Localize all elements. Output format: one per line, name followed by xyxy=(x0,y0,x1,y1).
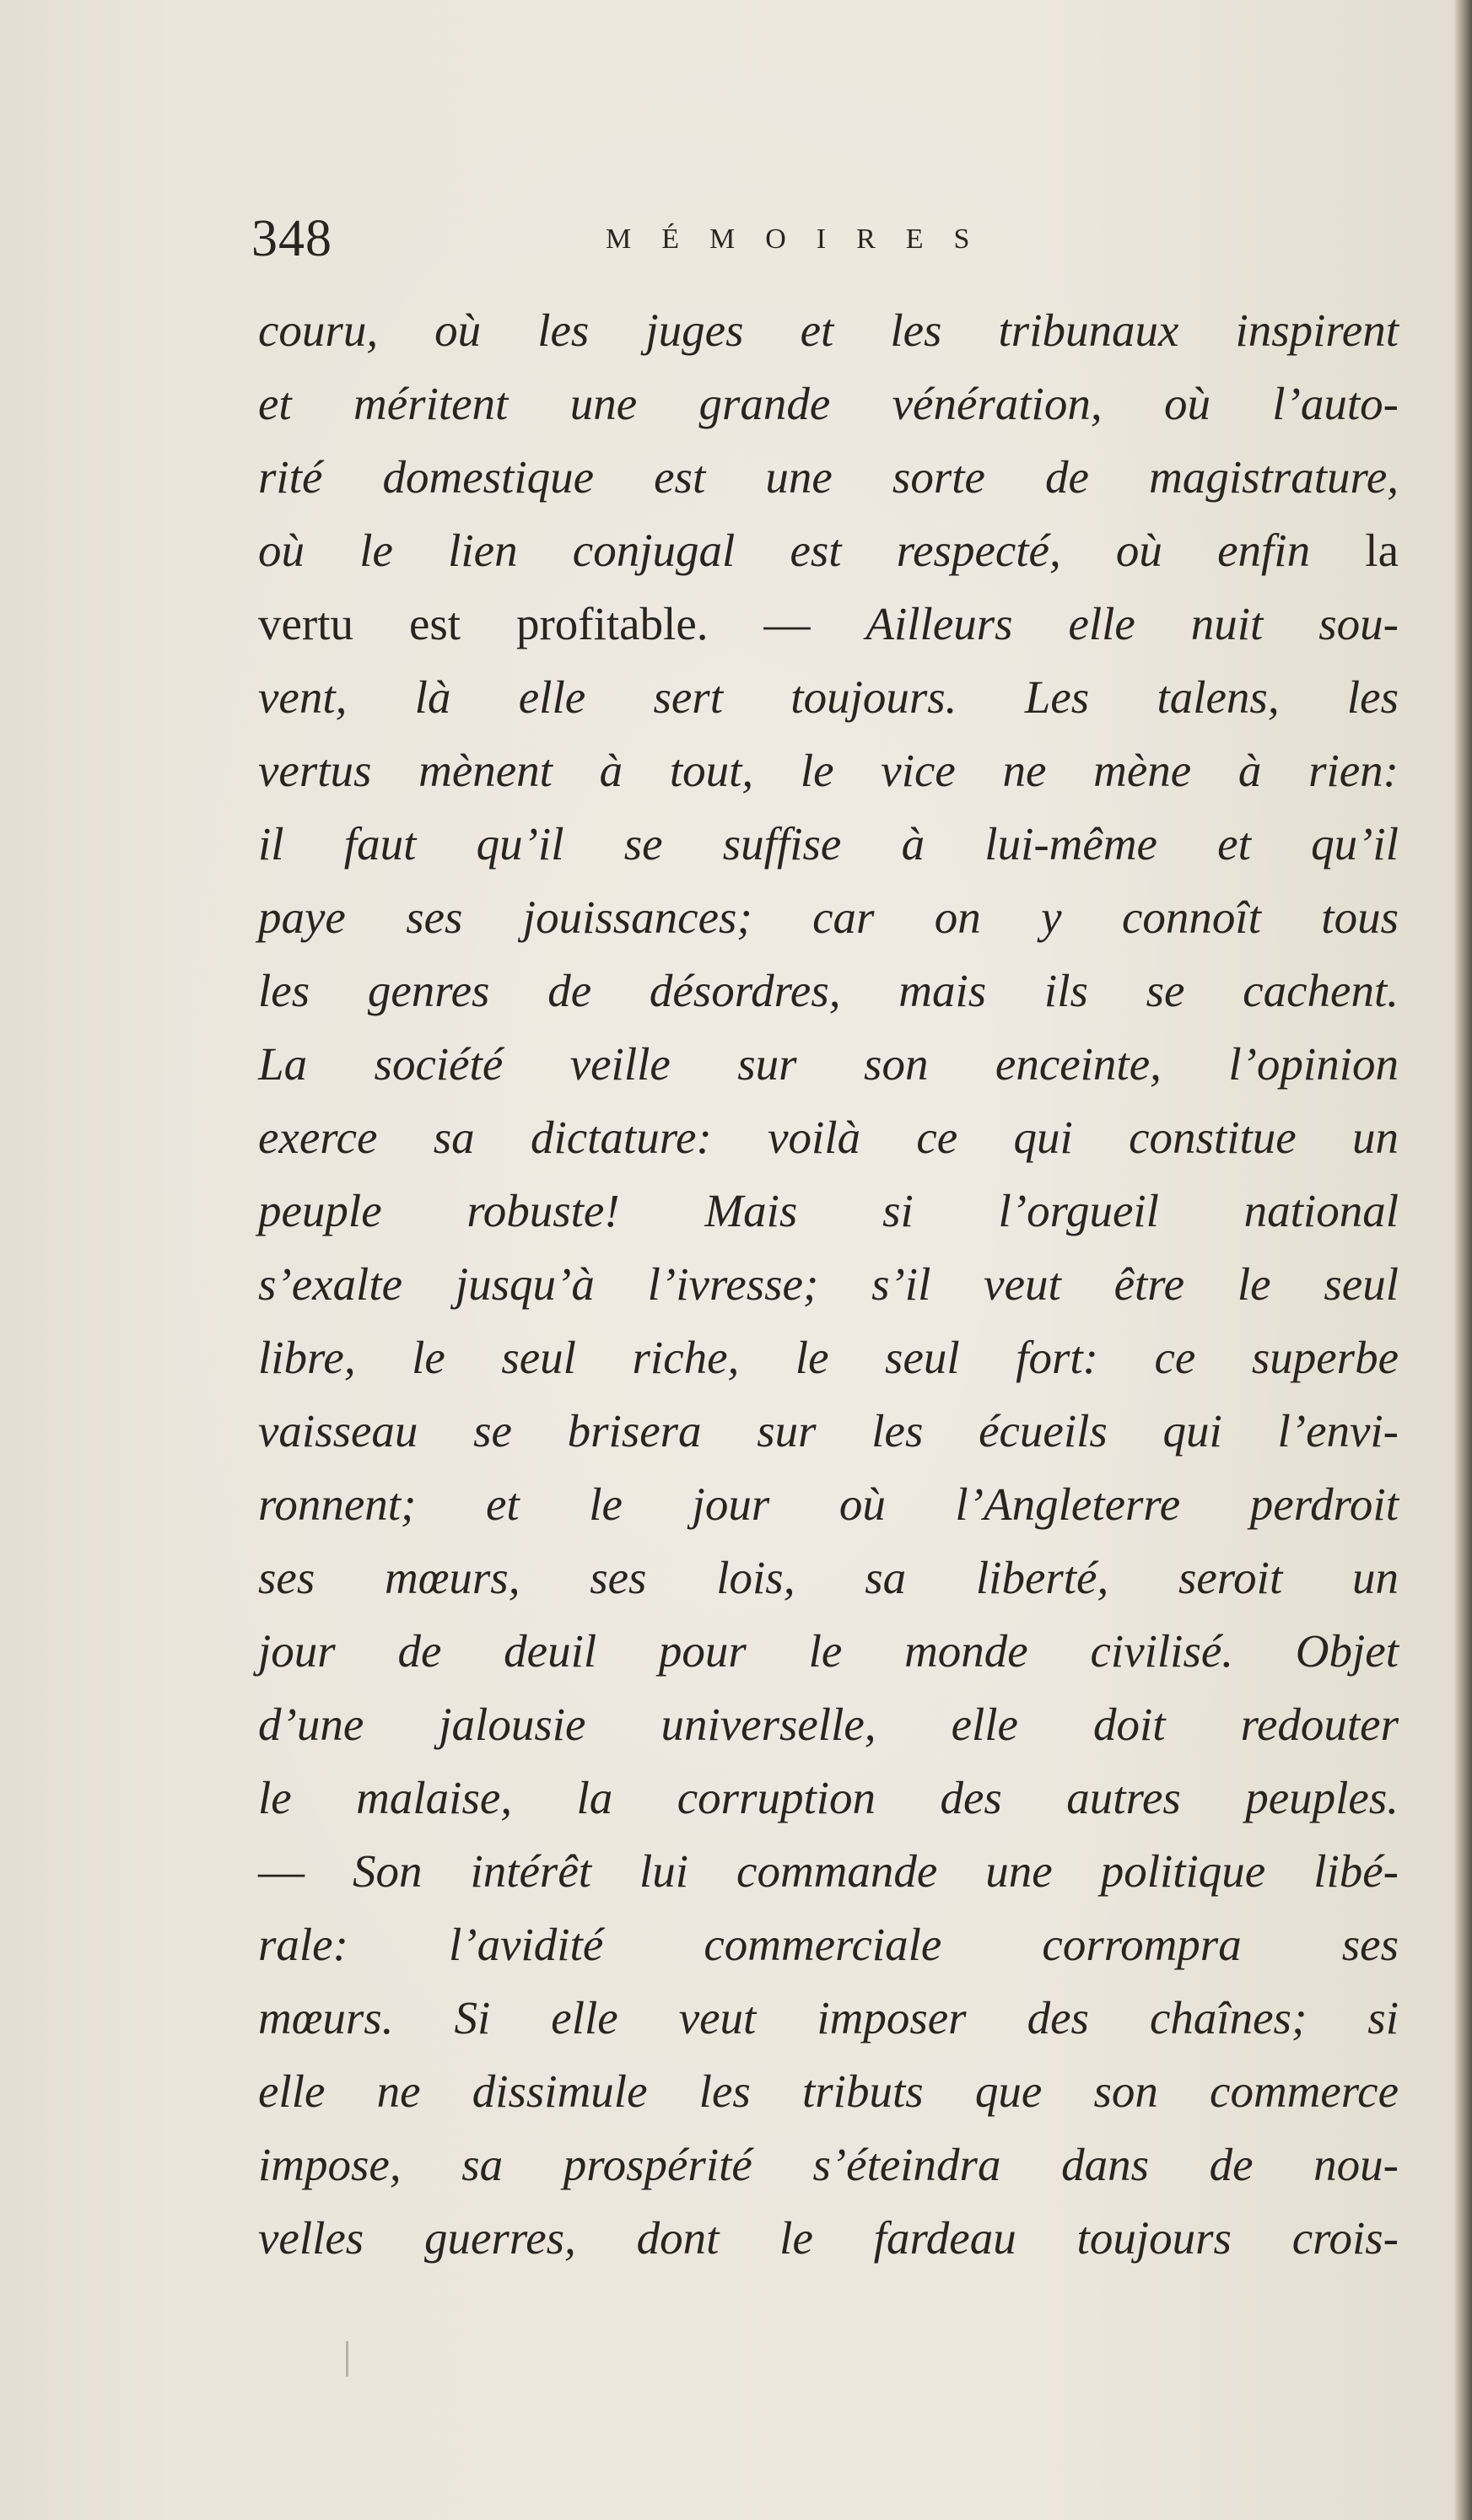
italic-text: mœurs. Si elle veut imposer des chaînes; si xyxy=(258,1992,1399,2043)
italic-text: ses mœurs, ses lois, sa liberté, seroit un xyxy=(258,1552,1399,1603)
text-line xyxy=(258,1174,1399,1247)
text-line xyxy=(258,1688,1399,1761)
paper-mark xyxy=(346,2341,348,2377)
italic-text: exerce sa dictature: voilà ce qui constitue un xyxy=(258,1112,1399,1163)
text-line xyxy=(258,1834,1399,1908)
italic-text: ronnent; et le jour où l’Angleterre perdroit xyxy=(258,1478,1399,1530)
italic-text: les genres de désordres, mais ils se cachent. xyxy=(258,965,1399,1016)
italic-text: libre, le seul riche, le seul fort: ce superbe xyxy=(258,1332,1399,1383)
roman-text: la xyxy=(1365,525,1399,576)
running-title: MÉMOIRES xyxy=(606,223,1000,255)
roman-text: vertu est profitable. — xyxy=(258,598,866,649)
text-line xyxy=(258,587,1399,660)
italic-text: paye ses jouissances; car on y connoît tous xyxy=(258,891,1399,943)
page-number: 348 xyxy=(251,210,332,267)
italic-text: rité domestique est une sorte de magistrature, xyxy=(258,451,1399,503)
italic-text: d’une jalousie universelle, elle doit redouter xyxy=(258,1699,1399,1750)
text-line xyxy=(258,1394,1399,1467)
italic-text: vaisseau se brisera sur les écueils qui l’envi- xyxy=(258,1405,1399,1457)
page-edge-shadow xyxy=(1453,0,1472,2520)
text-line xyxy=(258,954,1399,1027)
italic-text: elle ne dissimule les tributs que son commerce xyxy=(258,2065,1399,2117)
text-line xyxy=(258,367,1399,440)
italic-text: et méritent une grande vénération, où l’auto- xyxy=(258,378,1399,429)
italic-text: vent, là elle sert toujours. Les talens, les xyxy=(258,671,1399,723)
text-line xyxy=(258,1027,1399,1101)
text-line xyxy=(258,807,1399,880)
text-line xyxy=(258,2054,1399,2128)
text-line xyxy=(258,293,1399,367)
text-line xyxy=(258,1467,1399,1541)
italic-text: jour de deuil pour le monde civilisé. Objet xyxy=(258,1625,1399,1677)
italic-text: vertus mènent à tout, le vice ne mène à rien: xyxy=(258,745,1399,796)
text-line xyxy=(258,1321,1399,1394)
italic-text: couru, où les juges et les tribunaux inspirent xyxy=(258,304,1399,356)
text-line xyxy=(258,2201,1399,2275)
text-line xyxy=(258,440,1399,514)
text-line xyxy=(258,1908,1399,1981)
italic-text: impose, sa prospérité s’éteindra dans de nou- xyxy=(258,2139,1399,2190)
text-line xyxy=(258,1761,1399,1834)
italic-text: peuple robuste! Mais si l’orgueil national xyxy=(258,1185,1399,1236)
text-line xyxy=(258,514,1399,587)
italic-text: où le lien conjugal est respecté, où enfin xyxy=(258,525,1366,576)
text-line xyxy=(258,1247,1399,1321)
text-line xyxy=(258,880,1399,954)
text-line xyxy=(258,2128,1399,2201)
italic-text: Ailleurs elle nuit sou- xyxy=(865,598,1399,649)
italic-text: le malaise, la corruption des autres peuples. xyxy=(258,1772,1399,1823)
text-line xyxy=(258,1614,1399,1688)
text-line xyxy=(258,734,1399,807)
body-text xyxy=(258,293,1399,2275)
italic-text: Son intérêt lui commande une politique libé- xyxy=(352,1845,1399,1897)
text-line xyxy=(258,1541,1399,1614)
text-line xyxy=(258,1101,1399,1174)
roman-text: — xyxy=(258,1845,353,1897)
page-header xyxy=(251,209,1415,268)
italic-text: rale: l’avidité commerciale corrompra ses xyxy=(258,1919,1399,1970)
italic-text: s’exalte jusqu’à l’ivresse; s’il veut être le seul xyxy=(258,1258,1399,1310)
italic-text: La société veille sur son enceinte, l’opinion xyxy=(258,1038,1399,1090)
italic-text: il faut qu’il se suffise à lui-même et qu’il xyxy=(258,818,1399,870)
text-line xyxy=(258,660,1399,734)
italic-text: velles guerres, dont le fardeau toujours crois- xyxy=(258,2212,1399,2264)
text-line xyxy=(258,1981,1399,2054)
